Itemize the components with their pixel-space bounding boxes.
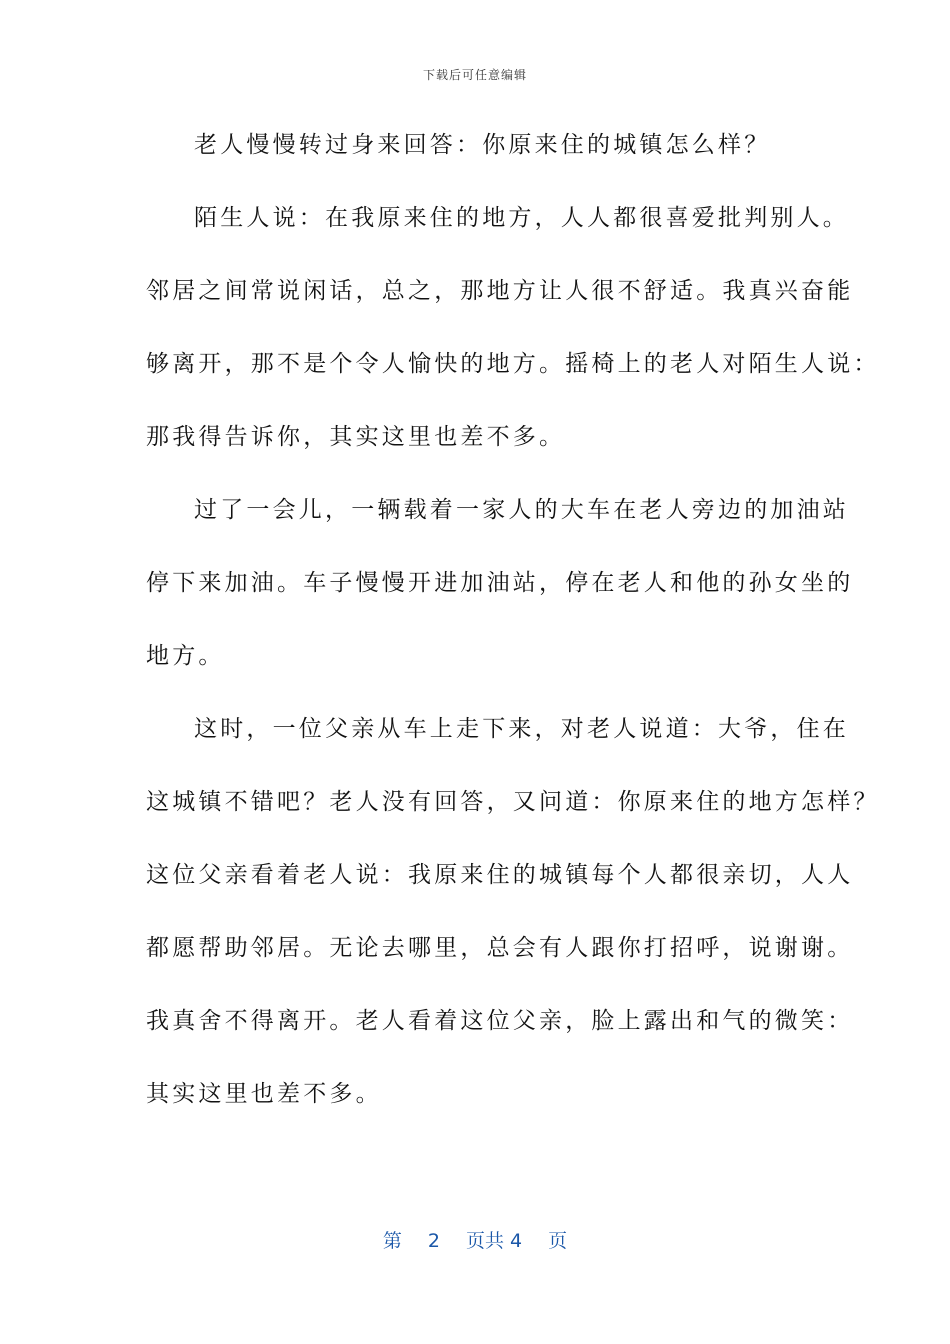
text-line: 停下来加油。车子慢慢开进加油站，停在老人和他的孙女坐的 — [146, 570, 854, 596]
footer-prefix: 第 — [382, 1230, 402, 1252]
text-line: 这城镇不错吧？老人没有回答，又问道：你原来住的地方怎样？ — [146, 789, 880, 815]
text-line: 够离开，那不是个令人愉快的地方。摇椅上的老人对陌生人说： — [146, 351, 880, 377]
page-footer — [0, 1226, 950, 1253]
footer-suffix: 页 — [548, 1230, 568, 1252]
text-line: 这位父亲看着老人说：我原来住的城镇每个人都很亲切，人人 — [146, 862, 854, 888]
text-line: 陌生人说：在我原来住的地方，人人都很喜爱批判别人。 — [194, 205, 849, 231]
text-line: 其实这里也差不多。 — [146, 1081, 382, 1107]
text-line: 地方。 — [146, 643, 225, 669]
text-line: 这时，一位父亲从车上走下来，对老人说道：大爷，住在 — [194, 716, 849, 742]
text-line: 邻居之间常说闲话，总之，那地方让人很不舒适。我真兴奋能 — [146, 278, 854, 304]
text-line: 我真舍不得离开。老人看着这位父亲，脸上露出和气的微笑： — [146, 1008, 854, 1034]
page-header-note: 下载后可任意编辑 — [422, 68, 527, 82]
text-line: 老人慢慢转过身来回答：你原来住的城镇怎么样？ — [194, 132, 771, 158]
text-line: 过了一会儿，一辆载着一家人的大车在老人旁边的加油站 — [194, 497, 849, 523]
current-page-number: 2 — [427, 1230, 440, 1252]
text-line: 那我得告诉你，其实这里也差不多。 — [146, 424, 566, 450]
document-body — [146, 124, 880, 1146]
text-line: 都愿帮助邻居。无论去哪里，总会有人跟你打招呼，说谢谢。 — [146, 935, 854, 961]
total-pages-number: 4 — [510, 1230, 523, 1252]
footer-middle: 页共 — [465, 1230, 504, 1252]
